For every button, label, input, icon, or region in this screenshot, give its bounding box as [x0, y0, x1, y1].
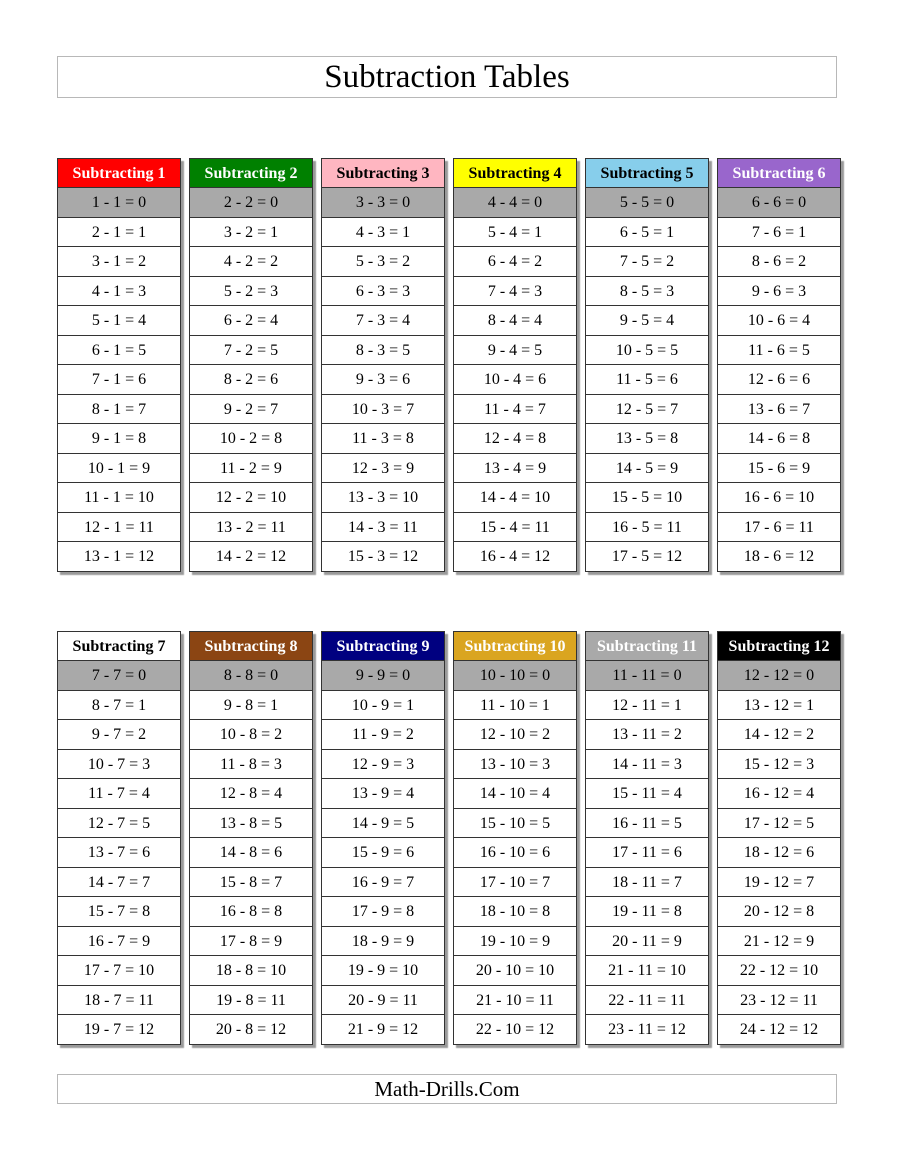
- table-header: Subtracting 2: [190, 159, 312, 188]
- table-row: 17 - 7 = 10: [58, 956, 180, 986]
- table-row: 15 - 5 = 10: [586, 483, 708, 513]
- table-row: 11 - 9 = 2: [322, 720, 444, 750]
- table-row: 18 - 10 = 8: [454, 897, 576, 927]
- table-row: 17 - 10 = 7: [454, 868, 576, 898]
- table-header: Subtracting 9: [322, 632, 444, 661]
- table-row: 13 - 11 = 2: [586, 720, 708, 750]
- table-row: 8 - 3 = 5: [322, 336, 444, 366]
- table-row: 11 - 7 = 4: [58, 779, 180, 809]
- table-row: 5 - 5 = 0: [586, 188, 708, 218]
- table-header: Subtracting 8: [190, 632, 312, 661]
- table-row: 17 - 5 = 12: [586, 542, 708, 572]
- table-row: 8 - 8 = 0: [190, 661, 312, 691]
- table-row: 6 - 6 = 0: [718, 188, 840, 218]
- table-row: 11 - 8 = 3: [190, 750, 312, 780]
- table-row: 12 - 5 = 7: [586, 395, 708, 425]
- table-row: 10 - 5 = 5: [586, 336, 708, 366]
- table-header: Subtracting 4: [454, 159, 576, 188]
- table-header: Subtracting 11: [586, 632, 708, 661]
- table-row: 9 - 9 = 0: [322, 661, 444, 691]
- table-row: 20 - 8 = 12: [190, 1015, 312, 1045]
- table-row: 13 - 10 = 3: [454, 750, 576, 780]
- table-row: 13 - 7 = 6: [58, 838, 180, 868]
- table-row: 13 - 12 = 1: [718, 691, 840, 721]
- subtraction-table: [453, 158, 577, 572]
- table-row: 9 - 7 = 2: [58, 720, 180, 750]
- table-row: 4 - 1 = 3: [58, 277, 180, 307]
- table-row: 13 - 5 = 8: [586, 424, 708, 454]
- table-row: 14 - 10 = 4: [454, 779, 576, 809]
- table-row: 7 - 4 = 3: [454, 277, 576, 307]
- table-row: 12 - 10 = 2: [454, 720, 576, 750]
- table-row: 13 - 8 = 5: [190, 809, 312, 839]
- table-row: 19 - 9 = 10: [322, 956, 444, 986]
- table-row: 9 - 1 = 8: [58, 424, 180, 454]
- table-row: 4 - 2 = 2: [190, 247, 312, 277]
- table-row: 18 - 9 = 9: [322, 927, 444, 957]
- table-row: 15 - 3 = 12: [322, 542, 444, 572]
- table-row: 12 - 11 = 1: [586, 691, 708, 721]
- table-row: 17 - 8 = 9: [190, 927, 312, 957]
- table-row: 17 - 11 = 6: [586, 838, 708, 868]
- table-row: 16 - 7 = 9: [58, 927, 180, 957]
- table-row: 7 - 3 = 4: [322, 306, 444, 336]
- table-row: 21 - 10 = 11: [454, 986, 576, 1016]
- table-row: 20 - 9 = 11: [322, 986, 444, 1016]
- table-row: 15 - 12 = 3: [718, 750, 840, 780]
- table-row: 13 - 9 = 4: [322, 779, 444, 809]
- table-row: 14 - 12 = 2: [718, 720, 840, 750]
- table-row: 10 - 9 = 1: [322, 691, 444, 721]
- table-header: Subtracting 3: [322, 159, 444, 188]
- table-row: 7 - 5 = 2: [586, 247, 708, 277]
- table-row: 3 - 1 = 2: [58, 247, 180, 277]
- table-row: 12 - 7 = 5: [58, 809, 180, 839]
- table-row: 15 - 9 = 6: [322, 838, 444, 868]
- table-row: 14 - 2 = 12: [190, 542, 312, 572]
- table-row: 10 - 7 = 3: [58, 750, 180, 780]
- table-row: 12 - 12 = 0: [718, 661, 840, 691]
- table-row: 14 - 6 = 8: [718, 424, 840, 454]
- table-row: 16 - 4 = 12: [454, 542, 576, 572]
- table-row: 5 - 3 = 2: [322, 247, 444, 277]
- table-row: 18 - 7 = 11: [58, 986, 180, 1016]
- table-row: 11 - 6 = 5: [718, 336, 840, 366]
- table-header: Subtracting 12: [718, 632, 840, 661]
- table-row: 16 - 11 = 5: [586, 809, 708, 839]
- table-row: 22 - 10 = 12: [454, 1015, 576, 1045]
- table-row: 6 - 3 = 3: [322, 277, 444, 307]
- table-row: 8 - 4 = 4: [454, 306, 576, 336]
- table-row: 9 - 5 = 4: [586, 306, 708, 336]
- subtraction-table: [585, 158, 709, 572]
- page-title: Subtraction Tables: [57, 56, 837, 98]
- table-row: 10 - 4 = 6: [454, 365, 576, 395]
- table-row: 9 - 8 = 1: [190, 691, 312, 721]
- table-row: 12 - 6 = 6: [718, 365, 840, 395]
- table-header: Subtracting 5: [586, 159, 708, 188]
- table-row: 22 - 12 = 10: [718, 956, 840, 986]
- table-row: 23 - 12 = 11: [718, 986, 840, 1016]
- table-row: 16 - 10 = 6: [454, 838, 576, 868]
- table-row: 13 - 2 = 11: [190, 513, 312, 543]
- table-row: 3 - 3 = 0: [322, 188, 444, 218]
- table-row: 15 - 8 = 7: [190, 868, 312, 898]
- table-row: 24 - 12 = 12: [718, 1015, 840, 1045]
- table-row: 17 - 12 = 5: [718, 809, 840, 839]
- subtraction-table: [57, 158, 181, 572]
- table-row: 18 - 11 = 7: [586, 868, 708, 898]
- table-row: 2 - 2 = 0: [190, 188, 312, 218]
- table-row: 11 - 4 = 7: [454, 395, 576, 425]
- table-header: Subtracting 6: [718, 159, 840, 188]
- table-row: 12 - 2 = 10: [190, 483, 312, 513]
- table-row: 20 - 12 = 8: [718, 897, 840, 927]
- table-row: 9 - 3 = 6: [322, 365, 444, 395]
- table-row: 21 - 11 = 10: [586, 956, 708, 986]
- footer-site-name: Math-Drills.Com: [57, 1074, 837, 1104]
- subtraction-table: [585, 631, 709, 1045]
- table-row: 5 - 2 = 3: [190, 277, 312, 307]
- table-row: 15 - 4 = 11: [454, 513, 576, 543]
- table-row: 8 - 2 = 6: [190, 365, 312, 395]
- subtraction-table: [717, 158, 841, 572]
- table-row: 16 - 8 = 8: [190, 897, 312, 927]
- table-row: 9 - 4 = 5: [454, 336, 576, 366]
- table-row: 16 - 5 = 11: [586, 513, 708, 543]
- table-row: 10 - 10 = 0: [454, 661, 576, 691]
- table-row: 14 - 7 = 7: [58, 868, 180, 898]
- table-row: 13 - 1 = 12: [58, 542, 180, 572]
- table-row: 1 - 1 = 0: [58, 188, 180, 218]
- table-row: 10 - 6 = 4: [718, 306, 840, 336]
- table-row: 23 - 11 = 12: [586, 1015, 708, 1045]
- table-row: 10 - 8 = 2: [190, 720, 312, 750]
- subtraction-table: [321, 158, 445, 572]
- table-row: 5 - 4 = 1: [454, 218, 576, 248]
- table-row: 3 - 2 = 1: [190, 218, 312, 248]
- table-row: 11 - 2 = 9: [190, 454, 312, 484]
- table-row: 6 - 2 = 4: [190, 306, 312, 336]
- table-row: 16 - 9 = 7: [322, 868, 444, 898]
- table-row: 22 - 11 = 11: [586, 986, 708, 1016]
- table-row: 16 - 6 = 10: [718, 483, 840, 513]
- table-row: 12 - 4 = 8: [454, 424, 576, 454]
- table-row: 8 - 1 = 7: [58, 395, 180, 425]
- table-row: 6 - 5 = 1: [586, 218, 708, 248]
- table-row: 4 - 4 = 0: [454, 188, 576, 218]
- table-row: 15 - 6 = 9: [718, 454, 840, 484]
- table-header: Subtracting 7: [58, 632, 180, 661]
- table-row: 9 - 6 = 3: [718, 277, 840, 307]
- table-row: 15 - 10 = 5: [454, 809, 576, 839]
- table-row: 14 - 8 = 6: [190, 838, 312, 868]
- table-row: 11 - 1 = 10: [58, 483, 180, 513]
- table-row: 7 - 1 = 6: [58, 365, 180, 395]
- table-row: 19 - 10 = 9: [454, 927, 576, 957]
- table-row: 7 - 2 = 5: [190, 336, 312, 366]
- table-row: 7 - 7 = 0: [58, 661, 180, 691]
- table-row: 17 - 6 = 11: [718, 513, 840, 543]
- table-row: 20 - 10 = 10: [454, 956, 576, 986]
- subtraction-table: [189, 631, 313, 1045]
- table-row: 14 - 11 = 3: [586, 750, 708, 780]
- table-row: 17 - 9 = 8: [322, 897, 444, 927]
- table-row: 19 - 7 = 12: [58, 1015, 180, 1045]
- table-row: 14 - 9 = 5: [322, 809, 444, 839]
- table-row: 6 - 4 = 2: [454, 247, 576, 277]
- table-row: 11 - 3 = 8: [322, 424, 444, 454]
- table-row: 2 - 1 = 1: [58, 218, 180, 248]
- table-row: 11 - 5 = 6: [586, 365, 708, 395]
- table-row: 8 - 5 = 3: [586, 277, 708, 307]
- table-row: 14 - 3 = 11: [322, 513, 444, 543]
- subtraction-table: [321, 631, 445, 1045]
- table-header: Subtracting 1: [58, 159, 180, 188]
- table-row: 4 - 3 = 1: [322, 218, 444, 248]
- table-row: 14 - 4 = 10: [454, 483, 576, 513]
- table-row: 12 - 1 = 11: [58, 513, 180, 543]
- table-row: 12 - 8 = 4: [190, 779, 312, 809]
- table-row: 11 - 10 = 1: [454, 691, 576, 721]
- table-row: 9 - 2 = 7: [190, 395, 312, 425]
- table-header: Subtracting 10: [454, 632, 576, 661]
- table-row: 18 - 8 = 10: [190, 956, 312, 986]
- table-row: 11 - 11 = 0: [586, 661, 708, 691]
- table-row: 19 - 11 = 8: [586, 897, 708, 927]
- table-row: 18 - 12 = 6: [718, 838, 840, 868]
- table-row: 21 - 9 = 12: [322, 1015, 444, 1045]
- table-row: 19 - 12 = 7: [718, 868, 840, 898]
- table-row: 19 - 8 = 11: [190, 986, 312, 1016]
- table-row: 5 - 1 = 4: [58, 306, 180, 336]
- table-row: 13 - 3 = 10: [322, 483, 444, 513]
- table-row: 13 - 4 = 9: [454, 454, 576, 484]
- subtraction-table: [453, 631, 577, 1045]
- table-row: 12 - 9 = 3: [322, 750, 444, 780]
- table-row: 20 - 11 = 9: [586, 927, 708, 957]
- table-row: 7 - 6 = 1: [718, 218, 840, 248]
- subtraction-table: [189, 158, 313, 572]
- table-row: 10 - 1 = 9: [58, 454, 180, 484]
- subtraction-table: [717, 631, 841, 1045]
- table-row: 10 - 2 = 8: [190, 424, 312, 454]
- table-row: 15 - 7 = 8: [58, 897, 180, 927]
- table-row: 6 - 1 = 5: [58, 336, 180, 366]
- table-row: 10 - 3 = 7: [322, 395, 444, 425]
- table-row: 15 - 11 = 4: [586, 779, 708, 809]
- table-row: 12 - 3 = 9: [322, 454, 444, 484]
- table-row: 18 - 6 = 12: [718, 542, 840, 572]
- table-row: 8 - 6 = 2: [718, 247, 840, 277]
- table-row: 14 - 5 = 9: [586, 454, 708, 484]
- table-row: 8 - 7 = 1: [58, 691, 180, 721]
- table-row: 21 - 12 = 9: [718, 927, 840, 957]
- subtraction-table: [57, 631, 181, 1045]
- table-row: 13 - 6 = 7: [718, 395, 840, 425]
- table-row: 16 - 12 = 4: [718, 779, 840, 809]
